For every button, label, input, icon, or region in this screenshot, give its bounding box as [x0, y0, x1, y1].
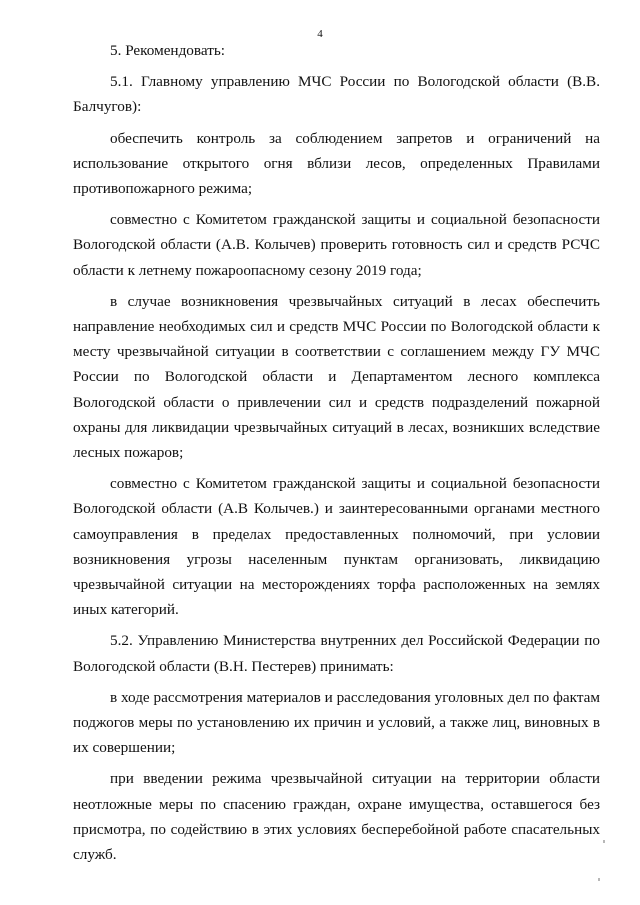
paragraph-readiness-check: совместно с Комитетом гражданской защиты и социальной безопасности Вологодской области (А.В. Колычев) проверить готовность сил и средств РСЧС области к летнему пожароопасному сезону 2019 года; — [73, 211, 600, 279]
paragraph-arson-investigation: в ходе рассмотрения материалов и расследования уголовных дел по фактам поджогов меры по установлению их причин и условий, а также лиц, виновных в их совершении; — [73, 688, 600, 757]
scan-speck — [598, 878, 600, 881]
paragraph-rescue-measures: при введении режима чрезвычайной ситуации на территории области неотложные меры по спасению граждан, охране имущества, оставшегося без присмотра, по содействию в этих условиях бесперебойной работе спасательных служб. — [73, 770, 600, 864]
document-body — [73, 38, 600, 867]
scan-speck — [603, 840, 605, 843]
paragraph-peat-fires: совместно с Комитетом гражданской защиты и социальной безопасности Вологодской области (А.В Колычев.) и заинтересованными органами местного самоуправления в пределах предоставленных полномочий, при условии возникновения угрозы населенным пунктам организовать, ликвидацию чрезвычайной ситуации на месторождениях торфа расположенных на землях иных категорий. — [73, 475, 600, 619]
section-heading: 5. Рекомендовать: — [110, 42, 225, 59]
paragraph-fire-control: обеспечить контроль за соблюдением запретов и ограничений на использование открытого огня вблизи лесов, определенных Правилами противопожарного режима; — [73, 129, 600, 198]
paragraph-5-1: 5.1. Главному управлению МЧС России по Вологодской области (В.В. Балчугов): — [73, 73, 600, 116]
paragraph-5-2: 5.2. Управлению Министерства внутренних дел Российской Федерации по Вологодской области (В.Н. Пестерев) принимать: — [73, 632, 600, 675]
paragraph-emergency-forces: в случае возникновения чрезвычайных ситуаций в лесах обеспечить направление необходимых сил и средств МЧС России по Вологодской области к месту чрезвычайной ситуации в соответствии с соглашением между ГУ МЧС России по Вологодской области и Департаментом лесного комплекса Вологодской области о привлечении сил и средств подразделений пожарной охраны для ликвидации чрезвычайных ситуаций в лесах, возникших вследствие лесных пожаров; — [73, 292, 600, 462]
page-number: 4 — [317, 28, 323, 40]
